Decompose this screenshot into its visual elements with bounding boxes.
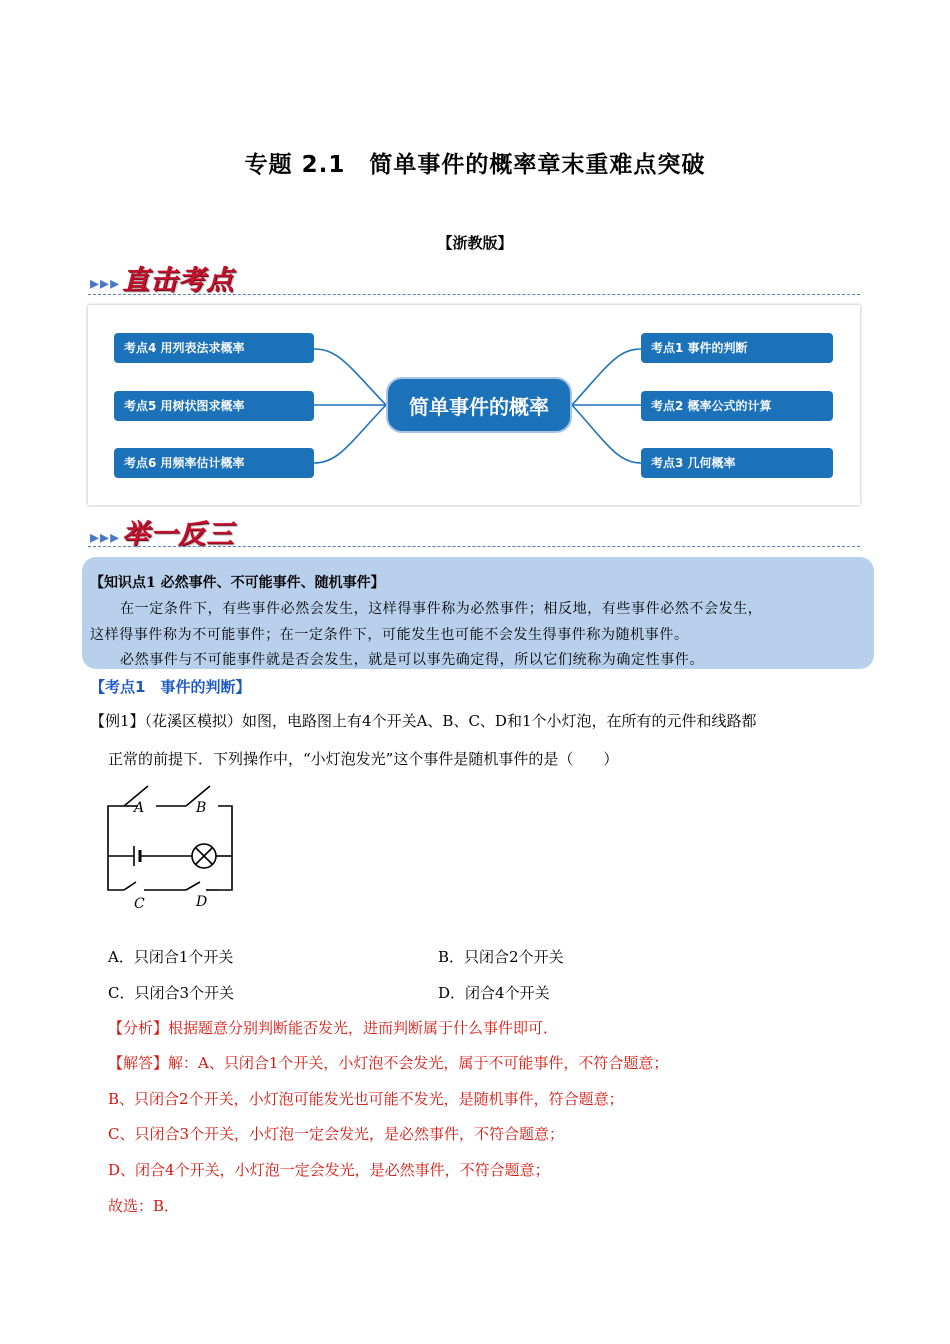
analysis <box>108 1017 558 1038</box>
mindmap-node-point2: 考点2 概率公式的计算 <box>641 391 833 421</box>
mindmap-node-point3: 考点3 几何概率 <box>641 448 833 478</box>
option-d: D．闭合4个开关 <box>438 984 550 1002</box>
mindmap-node-point6: 考点6 用频率估计概率 <box>114 448 314 478</box>
example-label: 【例1】 <box>90 712 145 730</box>
arrows-icon: ▸▸▸ <box>90 527 121 548</box>
example-line1 <box>90 710 757 731</box>
switch-label-b: B <box>196 800 207 816</box>
divider <box>88 294 860 295</box>
answer-line4: D、闭合4个开关，小灯泡一定会发光，是必然事件，不符合题意； <box>108 1161 550 1179</box>
example-line2: 正常的前提下．下列操作中，“小灯泡发光”这个事件是随机事件的是（ ） <box>108 750 619 768</box>
switch-label-c: C <box>134 896 145 912</box>
switch-d <box>186 882 200 890</box>
answer-line2: B、只闭合2个开关，小灯泡可能发光也可能不发光，是随机事件，符合题意； <box>108 1090 624 1108</box>
answer-tag: 【解答】 <box>108 1054 169 1072</box>
mindmap-center: 简单事件的概率 <box>386 377 572 433</box>
banner-juyi-text: 举一反三 <box>122 519 235 550</box>
option-a: A．只闭合1个开关 <box>108 948 234 966</box>
mindmap-node-point5: 考点5 用树状图求概率 <box>114 391 314 421</box>
banner-zhiji <box>90 258 234 297</box>
option-c: C．只闭合3个开关 <box>108 984 235 1002</box>
knowledge-line: 必然事件与不可能事件就是否会发生，就是可以事先确定得，所以它们统称为确定性事件。 <box>120 652 704 668</box>
circuit-diagram <box>100 778 240 914</box>
switch-label-a: A <box>134 800 145 816</box>
knowledge-line: 在一定条件下，有些事件必然会发生，这样得事件称为必然事件；相反地，有些事件必然不会发生， <box>120 601 763 617</box>
answer-line5: 故选：B． <box>108 1197 180 1215</box>
answer-line1 <box>108 1052 668 1073</box>
mindmap <box>88 305 860 505</box>
arrows-icon: ▸▸▸ <box>90 273 121 294</box>
point-heading: 【考点1 事件的判断】 <box>90 678 251 696</box>
banner-zhiji-text: 直击考点 <box>122 265 235 296</box>
answer-line3: C、只闭合3个开关，小灯泡一定会发光，是必然事件，不符合题意； <box>108 1125 565 1143</box>
answer-text: 解：A、只闭合1个开关，小灯泡不会发光，属于不可能事件，不符合题意； <box>168 1054 669 1072</box>
divider <box>88 546 860 547</box>
edition-label: 【浙教版】 <box>437 234 513 252</box>
switch-c <box>124 882 136 890</box>
knowledge-title: 【知识点1 必然事件、不可能事件、随机事件】 <box>90 575 385 591</box>
circuit-wire <box>108 806 124 890</box>
analysis-text: 根据题意分别判断能否发光，进而判断属于什么事件即可． <box>168 1019 559 1037</box>
mindmap-node-point1: 考点1 事件的判断 <box>641 333 833 363</box>
knowledge-line: 这样得事件称为不可能事件；在一定条件下，可能发生也可能不会发生得事件称为随机事件。 <box>90 627 689 643</box>
mindmap-node-point4: 考点4 用列表法求概率 <box>114 333 314 363</box>
example-text: （花溪区模拟）如图，电路图上有4个开关A、B、C、D和1个小灯泡，在所有的元件和线路都 <box>144 712 757 730</box>
page-title: 专题 2.1 简单事件的概率章末重难点突破 <box>244 152 706 178</box>
option-b: B．只闭合2个开关 <box>438 948 564 966</box>
analysis-tag: 【分析】 <box>108 1019 169 1037</box>
switch-label-d: D <box>196 894 208 910</box>
